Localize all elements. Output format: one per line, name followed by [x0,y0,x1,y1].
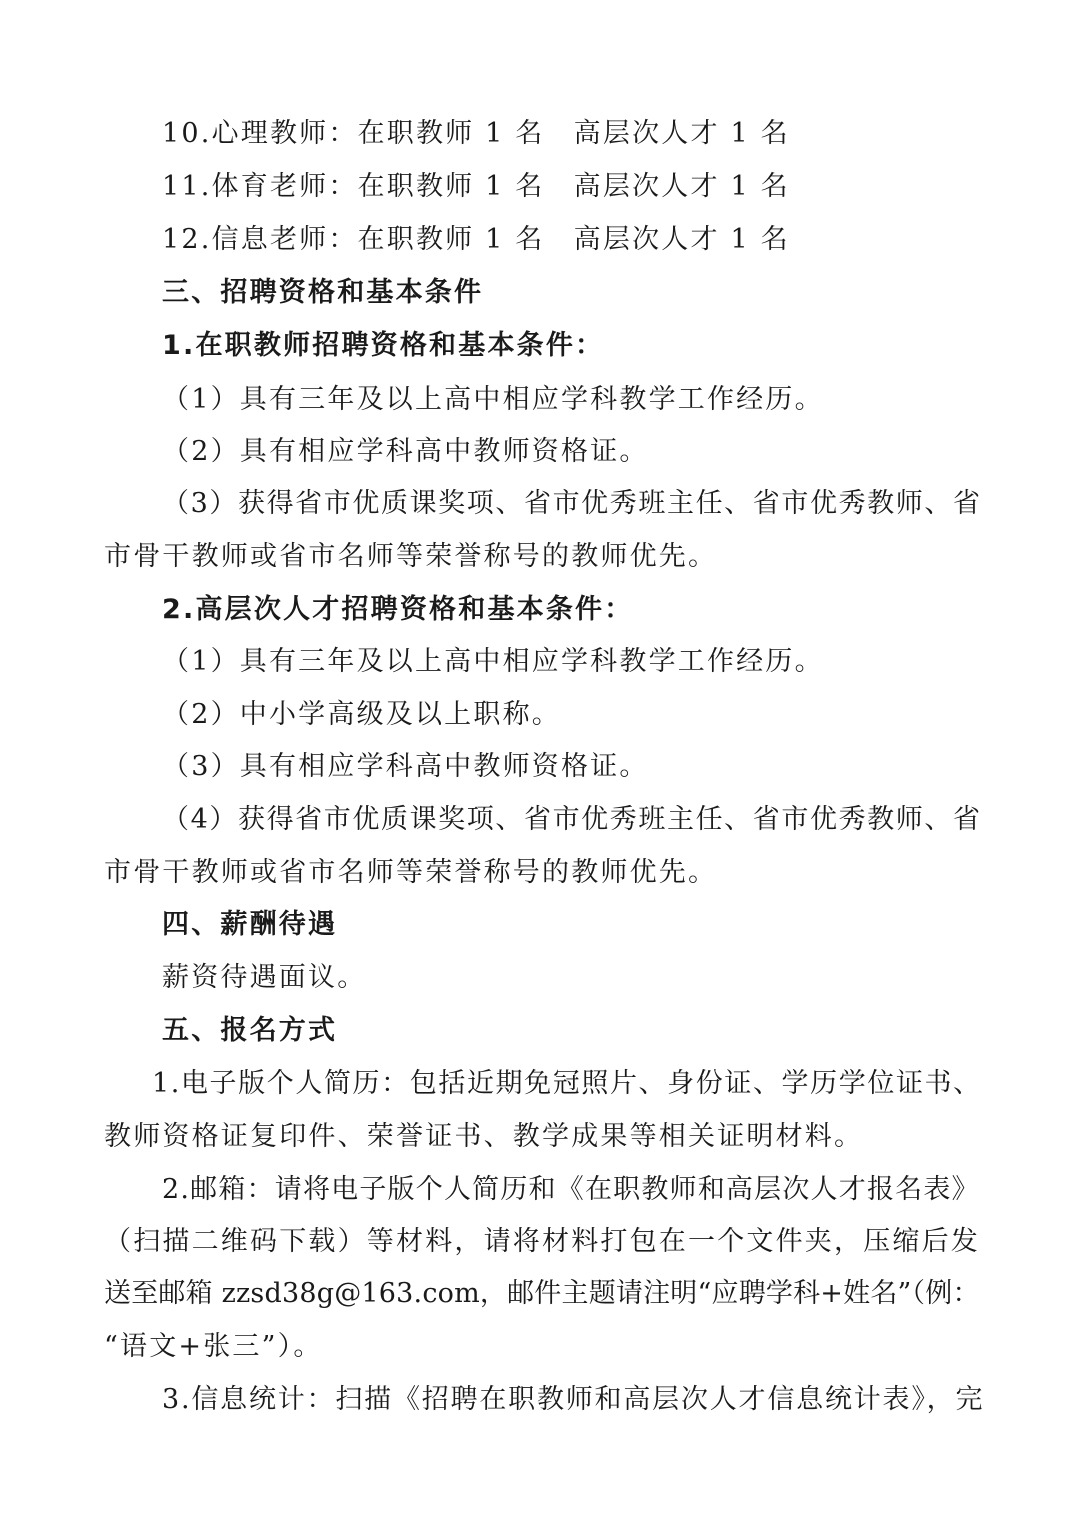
talent-requirement-1: （1）具有三年及以上高中相应学科教学工作经历。 [162,646,824,677]
teacher-requirement-3-line2: 市骨干教师或省市名师等荣誉称号的教师优先。 [104,541,718,572]
application-item-2-line2: （扫描二维码下载）等材料，请将材料打包在一个文件夹，压缩后发 [104,1226,980,1257]
teacher-requirement-3-line1: （3）获得省市优质课奖项、省市优秀班主任、省市优秀教师、省 [162,488,982,519]
position-item-psychology: 10.心理教师：在职教师 1 名 高层次人才 1 名 [162,118,790,149]
application-item-2-line4: “语文+张三”）。 [104,1331,323,1362]
application-item-1-line2: 教师资格证复印件、荣誉证书、教学成果等相关证明材料。 [104,1121,864,1152]
position-item-it: 12.信息老师：在职教师 1 名 高层次人才 1 名 [162,224,790,255]
subheading-talent-qualifications: 2.高层次人才招聘资格和基本条件： [162,594,634,625]
teacher-requirement-1: （1）具有三年及以上高中相应学科教学工作经历。 [162,384,824,415]
talent-requirement-4-line1: （4）获得省市优质课奖项、省市优秀班主任、省市优秀教师、省 [162,804,982,835]
application-item-1-line1: 1.电子版个人简历：包括近期免冠照片、身份证、学历学位证书、 [152,1068,982,1099]
position-item-pe: 11.体育老师：在职教师 1 名 高层次人才 1 名 [162,171,790,202]
section-heading-application: 五、报名方式 [162,1015,338,1046]
talent-requirement-4-line2: 市骨干教师或省市名师等荣誉称号的教师优先。 [104,857,718,888]
section-heading-qualifications: 三、招聘资格和基本条件 [162,277,484,308]
salary-text: 薪资待遇面议。 [162,962,367,993]
talent-requirement-2: （2）中小学高级及以上职称。 [162,699,561,730]
application-item-2-line1: 2.邮箱：请将电子版个人简历和《在职教师和高层次人才报名表》 [162,1174,980,1205]
subheading-teacher-qualifications: 1.在职教师招聘资格和基本条件： [162,330,605,361]
section-heading-salary: 四、薪酬待遇 [162,909,338,940]
teacher-requirement-2: （2）具有相应学科高中教师资格证。 [162,436,649,467]
talent-requirement-3: （3）具有相应学科高中教师资格证。 [162,751,649,782]
application-item-2-line3: 送至邮箱 zzsd38g@163.com，邮件主题请注明“应聘学科+姓名”（例： [104,1278,980,1309]
application-item-3-line1: 3.信息统计：扫描《招聘在职教师和高层次人才信息统计表》，完 [162,1384,984,1415]
